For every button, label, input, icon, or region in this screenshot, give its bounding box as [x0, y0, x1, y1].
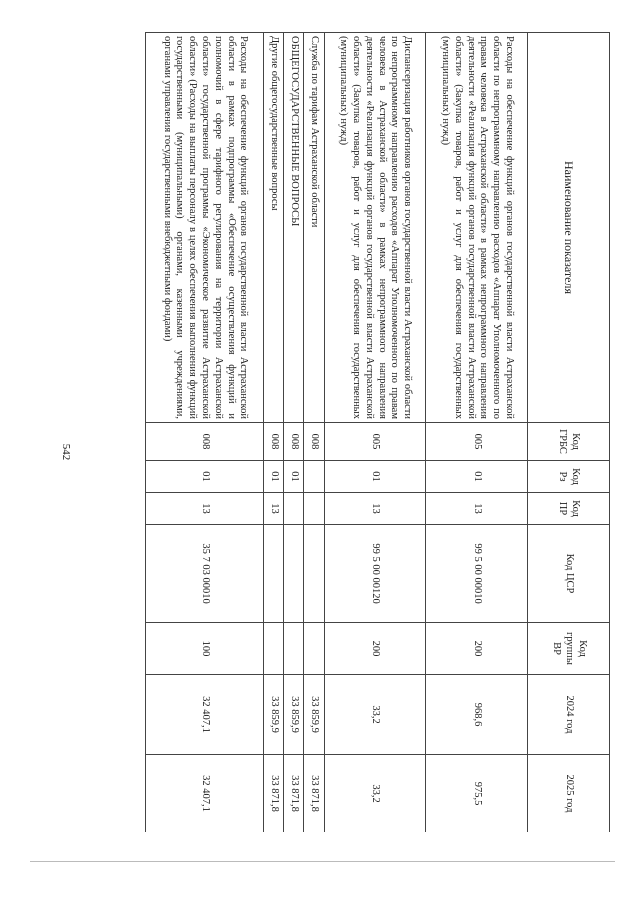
row-rz: 01 — [264, 461, 284, 493]
row-2024: 968,6 — [426, 675, 528, 755]
row-2025: 33 871,8 — [284, 755, 304, 833]
header-vr: Код группы ВР — [528, 623, 610, 675]
table-row — [426, 33, 528, 833]
row-csr: 35 7 03 00010 — [146, 525, 264, 623]
page-bottom-rule — [30, 861, 615, 862]
row-2024: 33,2 — [324, 675, 426, 755]
row-2024: 33 859,9 — [284, 675, 304, 755]
row-vr: 100 — [146, 623, 264, 675]
table-row — [284, 33, 304, 833]
table-header-row — [528, 33, 610, 833]
row-csr — [264, 525, 284, 623]
row-name: ОБЩЕГОСУДАРСТВЕННЫЕ ВОПРОСЫ — [284, 33, 304, 423]
row-pr — [304, 493, 324, 525]
row-rz: 01 — [284, 461, 304, 493]
row-pr: 13 — [324, 493, 426, 525]
row-2025: 33,2 — [324, 755, 426, 833]
row-name: Другие общегосударственные вопросы — [264, 33, 284, 423]
budget-table — [145, 32, 610, 832]
header-rz: Код Рз — [528, 461, 610, 493]
page-number: 542 — [60, 443, 72, 461]
row-rz: 01 — [146, 461, 264, 493]
header-grbs: Код ГРБС — [528, 423, 610, 461]
budget-table-rotated — [145, 32, 610, 832]
row-grbs: 008 — [304, 423, 324, 461]
row-2024: 32 407,1 — [146, 675, 264, 755]
header-pr: Код ПР — [528, 493, 610, 525]
table-row — [304, 33, 324, 833]
row-pr — [284, 493, 304, 525]
row-rz — [304, 461, 324, 493]
row-2025: 33 871,8 — [264, 755, 284, 833]
row-pr: 13 — [146, 493, 264, 525]
row-vr — [264, 623, 284, 675]
row-grbs: 008 — [146, 423, 264, 461]
row-2025: 975,5 — [426, 755, 528, 833]
row-grbs: 008 — [284, 423, 304, 461]
row-vr: 200 — [324, 623, 426, 675]
row-pr: 13 — [264, 493, 284, 525]
row-name: Диспансеризация работников органов государственной власти Астраханской области по непрограммному направлению расходов «Аппарат Уполномоченного по правам человека в Астраханской области» в рамках непрограммного направления деятельности «Реализация функций органов государственной власти Астраханской области» (Закупка товаров, работ и услуг для обеспечения государственных (муниципальных) нужд) — [324, 33, 426, 423]
row-name: Расходы на обеспечение функций органов государственной власти Астраханской области по непрограммному направлению расходов «Аппарат Уполномоченного по правам человека в Астраханской области» в рамках непрограммного направления деятельности «Реализация функций органов государственной власти Астраханской области» (Закупка товаров, работ и услуг для обеспечения государственных (муниципальных) нужд) — [426, 33, 528, 423]
header-csr: Код ЦСР — [528, 525, 610, 623]
row-grbs: 005 — [426, 423, 528, 461]
table-row — [264, 33, 284, 833]
header-name: Наименование показателя — [528, 33, 610, 423]
table-row — [324, 33, 426, 833]
row-rz: 01 — [324, 461, 426, 493]
row-2024: 33 859,9 — [304, 675, 324, 755]
row-2024: 33 859,9 — [264, 675, 284, 755]
row-2025: 33 871,8 — [304, 755, 324, 833]
row-vr — [284, 623, 304, 675]
row-name: Служба по тарифам Астраханской области — [304, 33, 324, 423]
row-2025: 32 407,1 — [146, 755, 264, 833]
row-grbs: 005 — [324, 423, 426, 461]
table-row — [146, 33, 264, 833]
row-rz: 01 — [426, 461, 528, 493]
row-vr: 200 — [426, 623, 528, 675]
row-pr: 13 — [426, 493, 528, 525]
header-2024: 2024 год — [528, 675, 610, 755]
row-csr — [304, 525, 324, 623]
row-grbs: 008 — [264, 423, 284, 461]
row-csr — [284, 525, 304, 623]
row-csr: 99 5 00 00120 — [324, 525, 426, 623]
budget-table-region — [145, 32, 610, 832]
row-vr — [304, 623, 324, 675]
row-name: Расходы на обеспечение функций органов государственной власти Астраханской области в рамках подпрограммы «Обеспечение осуществления функций и полномочий в сфере тарифного регулирования на территории Астраханской области» государственной программы «Экономическое развитие Астраханской области» (Расходы на выплаты персоналу в целях обеспечения выполнения функций государственными (муниципальными) органами, казенными учреждениями, органами управления государственными внебюджетными фондами) — [146, 33, 264, 423]
row-csr: 99 5 00 00010 — [426, 525, 528, 623]
header-2025: 2025 год — [528, 755, 610, 833]
